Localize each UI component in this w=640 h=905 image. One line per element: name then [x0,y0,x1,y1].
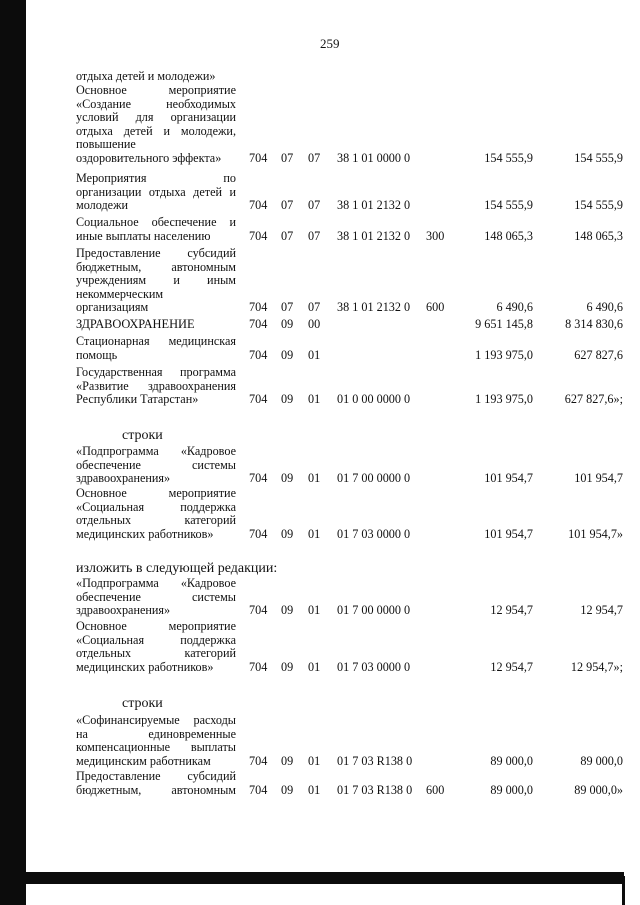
target-article-code: 38 1 01 0000 0 [337,151,411,165]
row-name-line: на единовременные [76,726,236,741]
row-name-line: «Социальная поддержка [76,499,236,514]
row-name-line: некоммерческим [76,286,164,301]
row-name-line: отдельных категорий [76,646,236,661]
amount-year-1: 12 954,7 [490,659,533,674]
section-code: 07 [281,300,294,315]
amount-year-2: 627 827,6 [574,347,623,362]
section-heading: изложить в следующей редакции: [76,561,278,576]
row-name-line: Республики Татарстан» [76,392,199,407]
row-name-line: обеспечение системы [76,589,236,604]
row-name [76,70,236,84]
row-name-line: Основное мероприятие [76,83,236,97]
row-name-line: обеспечение системы [76,457,236,472]
section-code: 09 [281,659,294,674]
row-name [76,172,236,213]
row-name-line: ЗДРАВООХРАНЕНИЕ [76,317,195,331]
page-number: 259 [320,36,340,51]
row-name [76,247,236,315]
target-article-code: 01 0 00 0000 0 [337,392,411,407]
row-name [76,577,236,618]
amount-year-1: 1 193 975,0 [475,347,533,362]
row-name-line: Стационарная медицинская [76,334,236,348]
ministry-code: 704 [249,659,268,674]
row-name-line: «Социальная поддержка [76,632,236,647]
amount-year-1: 1 193 975,0 [475,392,533,407]
row-name-line: Предоставление субсидий [76,246,236,260]
amount-year-1: 101 954,7 [484,471,533,486]
section-code: 07 [281,228,294,243]
amount-year-2: 154 555,9 [574,198,623,213]
row-name-line: отдельных категорий [76,513,236,528]
expense-type-code: 600 [426,300,445,315]
amount-year-1: 154 555,9 [484,151,533,165]
row-name-line: «Софинансируемые расходы [76,713,236,727]
row-name-line: Предоставление субсидий [76,769,236,783]
target-article-code: 38 1 01 2132 0 [337,228,411,243]
row-name-line: «Подпрограмма «Кадровое [76,576,236,590]
amount-year-2: 12 954,7»; [570,659,623,674]
subsection-code: 01 [308,471,321,486]
row-name-line: здравоохранения» [76,603,171,618]
row-name [76,620,236,674]
row-name [76,366,236,407]
subsection-code: 01 [308,753,321,768]
amount-year-2: 89 000,0» [574,782,623,797]
row-name-line: «Развитие здравоохранения [76,378,236,393]
row-name-line: медицинским работникам [76,753,211,768]
section-code: 09 [281,753,294,768]
row-name-line: отдыха детей и молодежи» [76,69,216,83]
expense-type-code: 300 [426,228,445,243]
row-name-line: «Подпрограмма «Кадровое [76,444,236,458]
target-article-code: 01 7 03 R138 0 [337,782,413,797]
subsection-code: 01 [308,603,321,618]
ministry-code: 704 [249,317,268,331]
target-article-code: 38 1 01 2132 0 [337,198,411,213]
amount-year-1: 154 555,9 [484,198,533,213]
section-code: 09 [281,317,294,331]
row-name-line: Государственная программа [76,365,236,379]
row-name-line: учреждениям и иным [76,273,236,288]
section-code: 09 [281,347,294,362]
target-article-code: 01 7 00 0000 0 [337,471,411,486]
subsection-code: 01 [308,659,321,674]
section-code: 09 [281,782,294,797]
amount-year-1: 148 065,3 [484,228,533,243]
subsection-code: 07 [308,228,321,243]
row-name [76,487,236,541]
target-article-code: 38 1 01 2132 0 [337,300,411,315]
row-name-line: молодежи [76,198,129,213]
expense-type-code: 600 [426,782,445,797]
row-name-line: здравоохранения» [76,471,171,486]
ministry-code: 704 [249,228,268,243]
subsection-code: 01 [308,392,321,407]
amount-year-2: 101 954,7» [568,526,623,541]
row-name [76,216,236,243]
row-name [76,335,236,362]
row-name [76,770,236,797]
row-name-line: «Создание необходимых [76,96,236,111]
row-name-line: Мероприятия по [76,171,236,185]
amount-year-2: 89 000,0 [580,753,623,768]
ministry-code: 704 [249,471,268,486]
row-name [76,84,236,166]
section-code: 07 [281,151,294,165]
target-article-code: 01 7 00 0000 0 [337,603,411,618]
subsection-code: 07 [308,198,321,213]
section-code: 09 [281,603,294,618]
subsection-code: 01 [308,347,321,362]
amount-year-1: 6 490,6 [496,300,533,315]
row-name-line: организации отдыха детей и [76,184,236,199]
row-name-line: условий для организации [76,110,236,125]
row-name-line: организациям [76,300,149,315]
amount-year-1: 9 651 145,8 [475,317,533,331]
subsection-code: 00 [308,317,321,331]
row-name-line: повышение [76,137,136,152]
subsection-code: 07 [308,300,321,315]
ministry-code: 704 [249,392,268,407]
amount-year-1: 89 000,0 [490,782,533,797]
row-name-line: помощь [76,347,118,362]
amount-year-2: 154 555,9 [574,151,623,165]
row-name [76,318,236,332]
ministry-code: 704 [249,151,268,165]
amount-year-1: 101 954,7 [484,526,533,541]
ministry-code: 704 [249,782,268,797]
section-heading: строки [122,696,163,711]
target-article-code: 01 7 03 0000 0 [337,526,411,541]
row-name-line: отдыха детей и молодежи, [76,123,236,138]
amount-year-2: 6 490,6 [586,300,623,315]
subsection-code: 01 [308,526,321,541]
row-name-line: медицинских работников» [76,526,214,541]
row-name-line: медицинских работников» [76,659,214,674]
subsection-code: 07 [308,151,321,165]
subsection-code: 01 [308,782,321,797]
amount-year-2: 101 954,7 [574,471,623,486]
ministry-code: 704 [249,526,268,541]
row-name-line: Основное мероприятие [76,486,236,500]
row-name-line: компенсационные выплаты [76,740,236,755]
section-code: 09 [281,526,294,541]
row-name [76,445,236,486]
amount-year-1: 89 000,0 [490,753,533,768]
row-name-line: бюджетным, автономным [76,259,236,274]
ministry-code: 704 [249,198,268,213]
amount-year-2: 8 314 830,6 [565,317,623,331]
row-name-line: Социальное обеспечение и [76,215,236,229]
row-name-line: бюджетным, автономным [76,782,236,797]
section-code: 07 [281,198,294,213]
ministry-code: 704 [249,753,268,768]
amount-year-2: 627 827,6»; [564,392,623,407]
row-name-line: иные выплаты населению [76,228,211,243]
amount-year-2: 148 065,3 [574,228,623,243]
amount-year-1: 12 954,7 [490,603,533,618]
amount-year-2: 12 954,7 [580,603,623,618]
ministry-code: 704 [249,347,268,362]
row-name-line: оздоровительного эффекта» [76,150,222,165]
row-name-line: Основное мероприятие [76,619,236,633]
section-code: 09 [281,471,294,486]
section-code: 09 [281,392,294,407]
ministry-code: 704 [249,300,268,315]
section-heading: строки [122,428,163,443]
target-article-code: 01 7 03 R138 0 [337,753,413,768]
row-name [76,714,236,768]
target-article-code: 01 7 03 0000 0 [337,659,411,674]
ministry-code: 704 [249,603,268,618]
